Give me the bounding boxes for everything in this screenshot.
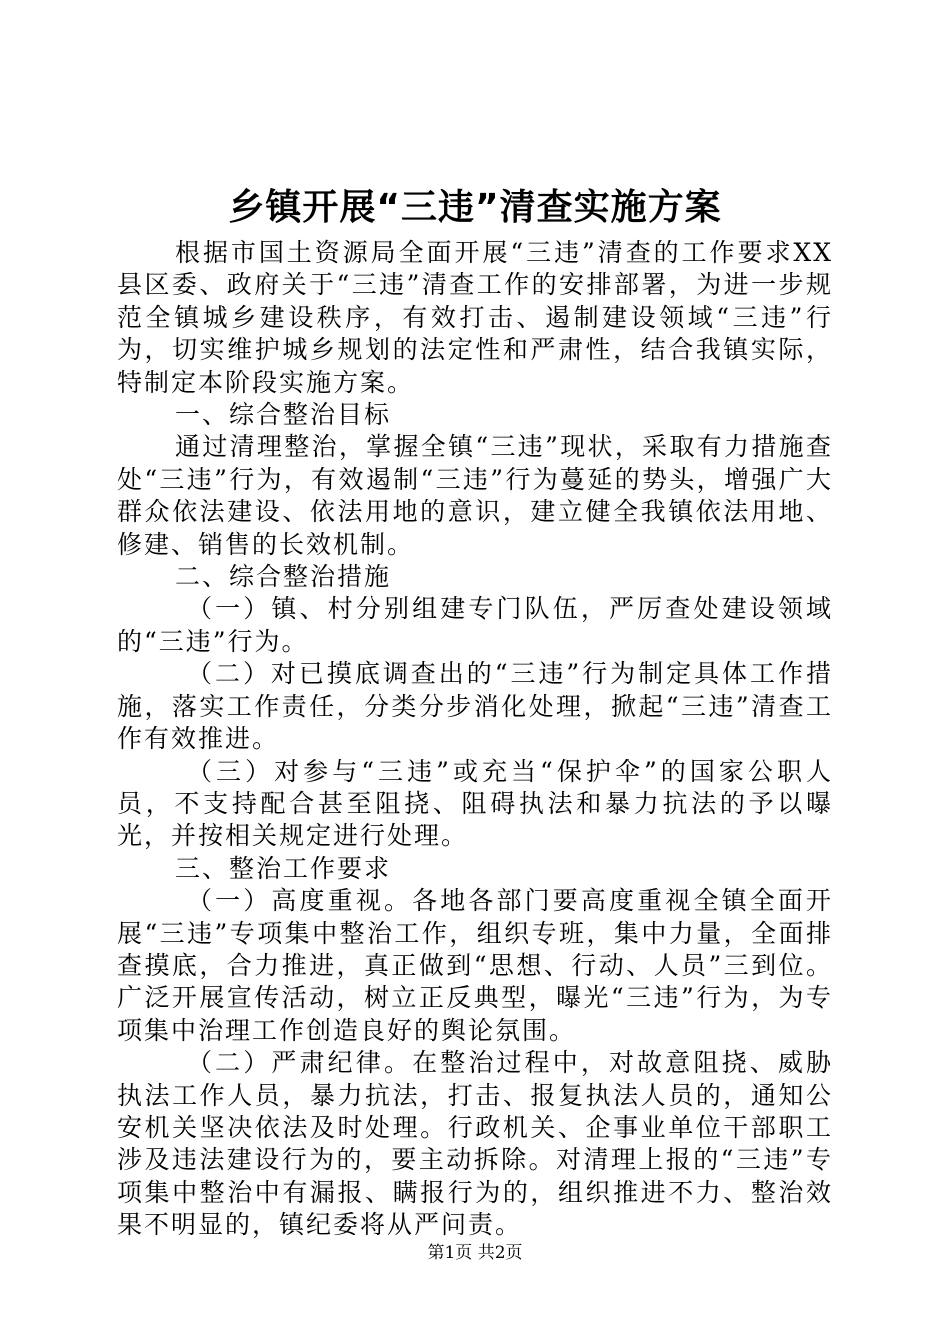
requirement-item-2: （二）严肃纪律。在整治过程中，对故意阻挠、威胁执法工作人员，暴力抗法，打击、报复执法人员的，通知公安机关坚决依法及时处理。行政机关、企事业单位干部职工涉及违法建设行为的，要主动拆除。对清理上报的“三违”专项集中整治中有漏报、瞒报行为的，组织推进不力、整治效果不明显的，镇纪委将从严问责。 — [117, 1048, 833, 1240]
measure-item-3: （三）对参与“三违”或充当“保护伞”的国家公职人员，不支持配合甚至阻挠、阻碍执法和暴力抗法的予以曝光，并按相关规定进行处理。 — [117, 756, 833, 851]
measure-item-2: （二）对已摸底调查出的“三违”行为制定具体工作措施，落实工作责任，分类分步消化处理，掀起“三违”清查工作有效推进。 — [117, 659, 833, 754]
section-heading-3: 三、整治工作要求 — [175, 853, 392, 883]
section-heading-1: 一、综合整治目标 — [175, 400, 392, 430]
document-body — [117, 237, 833, 1242]
measure-item-1: （一）镇、村分别组建专门队伍，严厉查处建设领域的“三违”行为。 — [117, 594, 833, 656]
document-title: 乡镇开展“三违”清查实施方案 — [228, 187, 722, 228]
section-1-paragraph: 通过清理整治，掌握全镇“三违”现状，采取有力措施查处“三违”行为，有效遏制“三违”行为蔓延的势头，增强广大群众依法建设、依法用地的意识，建立健全我镇依法用地、修建、销售的长效机制。 — [117, 432, 833, 559]
page-number-footer: 第1页 共2页 — [427, 1243, 523, 1263]
section-heading-2: 二、综合整治措施 — [175, 562, 392, 592]
requirement-item-1: （一）高度重视。各地各部门要高度重视全镇全面开展“三违”专项集中整治工作，组织专班，集中力量，全面排查摸底，合力推进，真正做到“思想、行动、人员”三到位。广泛开展宣传活动，树立正反典型，曝光“三违”行为，为专项集中治理工作创造良好的舆论氛围。 — [117, 886, 833, 1045]
intro-paragraph: 根据市国土资源局全面开展“三违”清查的工作要求XX县区委、政府关于“三违”清查工作的安排部署，为进一步规范全镇城乡建设秩序，有效打击、遏制建设领域“三违”行为，切实维护城乡规划的法定性和严肃性，结合我镇实际，特制定本阶段实施方案。 — [117, 238, 833, 397]
